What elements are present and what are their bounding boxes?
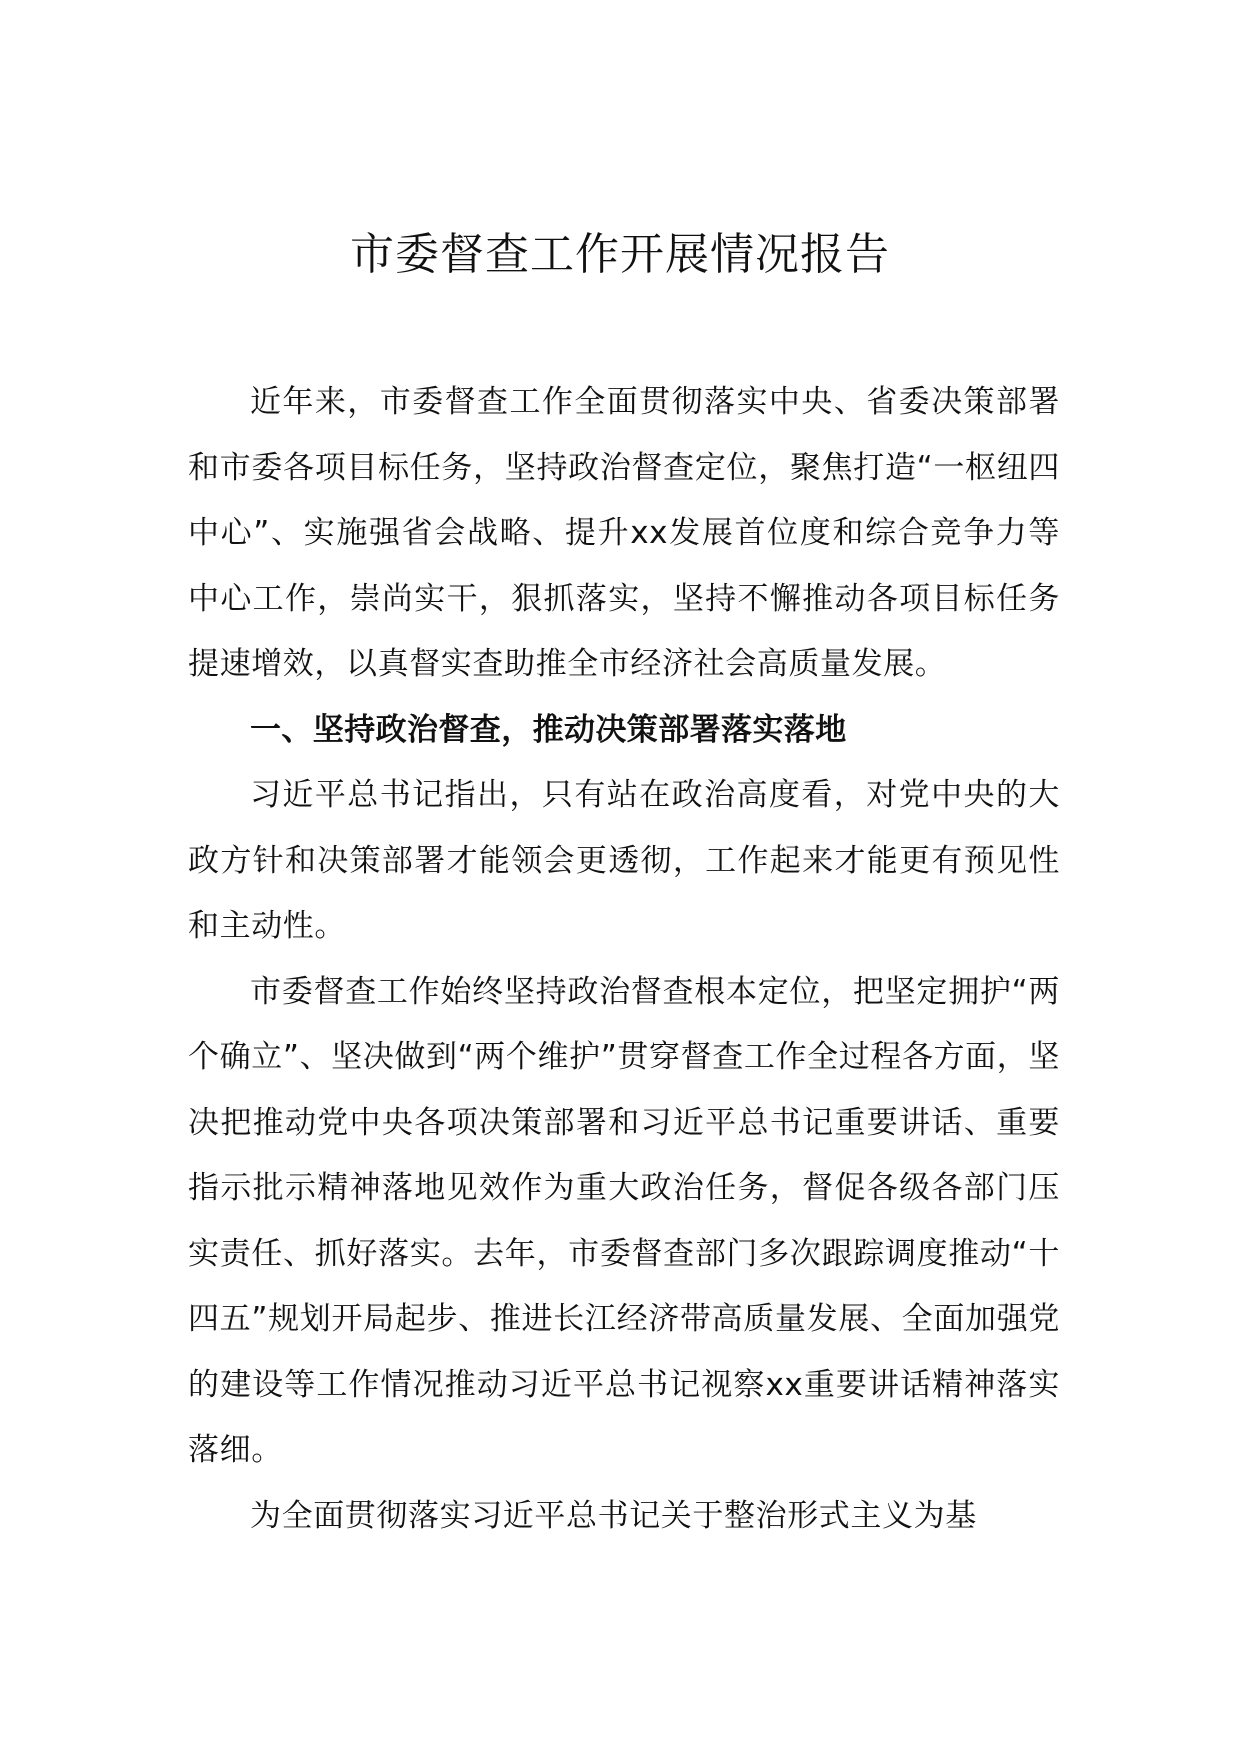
- paragraph-political-supervision: 市委督查工作始终坚持政治督查根本定位，把坚定拥护“两个确立”、坚决做到“两个维护”贯穿督查工作全过程各方面，坚决把推动党中央各项决策部署和习近平总书记重要讲话、重要指示批示精神落地见效作为重大政治任务，督促各级各部门压实责任、抓好落实。去年，市委督查部门多次跟踪调度推动“十四五”规划开局起步、推进长江经济带高质量发展、全面加强党的建设等工作情况推动习近平总书记视察xx重要讲话精神落实落细。: [188, 973, 1060, 1468]
- paragraph-intro: 近年来，市委督查工作全面贯彻落实中央、省委决策部署和市委各项目标任务，坚持政治督查定位，聚焦打造“一枢纽四中心”、实施强省会战略、提升xx发展首位度和综合竞争力等中心工作，崇尚实干，狠抓落实，坚持不懈推动各项目标任务提速增效，以真督实查助推全市经济社会高质量发展。: [188, 384, 1060, 682]
- document-title: 市委督查工作开展情况报告: [350, 229, 890, 280]
- document-body: [188, 370, 1060, 1549]
- paragraph-continuation: 为全面贯彻落实习近平总书记关于整治形式主义为基: [250, 1497, 977, 1534]
- paragraph-quote: 习近平总书记指出，只有站在政治高度看，对党中央的大政方针和决策部署才能领会更透彻，工作起来才能更有预见性和主动性。: [188, 777, 1060, 944]
- section-heading-1: 一、坚持政治督查，推动决策部署落实落地: [250, 711, 847, 748]
